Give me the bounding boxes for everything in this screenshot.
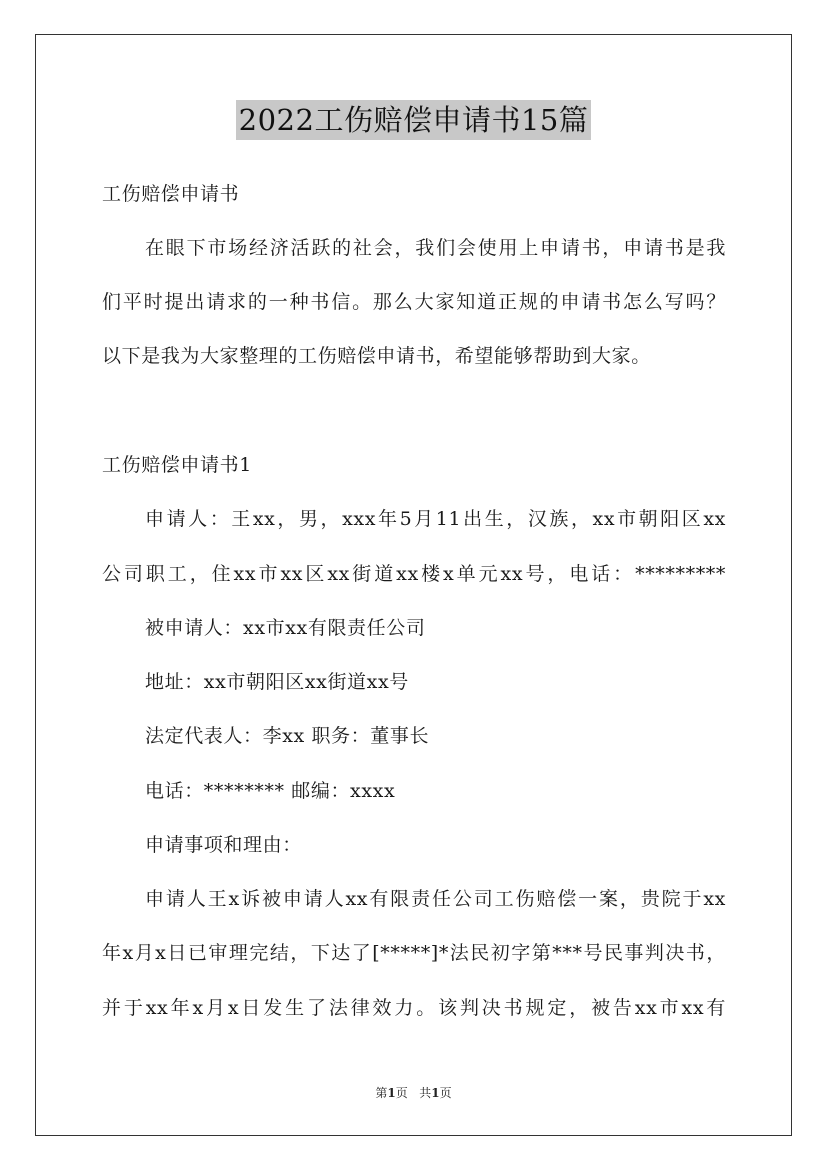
- paragraph-line: 公司职工，住xx市xx区xx街道xx楼x单元xx号，电话：*********: [102, 563, 726, 585]
- paragraph-line: 被申请人：xx市xx有限责任公司: [145, 617, 426, 639]
- paragraph-line: 地址：xx市朝阳区xx街道xx号: [145, 671, 409, 693]
- paragraph-line: 们平时提出请求的一种书信。那么大家知道正规的申请书怎么写吗？: [102, 291, 726, 313]
- title-container: [0, 100, 827, 140]
- document-title: 2022工伤赔偿申请书15篇: [236, 100, 592, 140]
- paragraph-line: 申请人王x诉被申请人xx有限责任公司工伤赔偿一案，贵院于xx: [145, 888, 726, 910]
- paragraph-line: 申请人：王xx，男，xxx年5月11出生，汉族，xx市朝阳区xx: [145, 508, 726, 530]
- paragraph-line: 申请事项和理由：: [145, 834, 302, 856]
- paragraph-line: 以下是我为大家整理的工伤赔偿申请书，希望能够帮助到大家。: [102, 345, 651, 367]
- section-heading: 工伤赔偿申请书1: [102, 454, 252, 476]
- page-suffix: 页: [395, 1086, 408, 1100]
- paragraph-line: 在眼下市场经济活跃的社会，我们会使用上申请书，申请书是我: [145, 237, 726, 259]
- page-footer: [0, 1085, 827, 1101]
- section-heading: 工伤赔偿申请书: [102, 183, 240, 205]
- paragraph-line: 法定代表人：李xx 职务：董事长: [145, 725, 430, 747]
- paragraph-line: 电话：******** 邮编：xxxx: [145, 780, 396, 802]
- total-suffix: 页: [439, 1086, 452, 1100]
- paragraph-line: 年x月x日已审理完结，下达了[*****]*法民初字第***号民事判决书，: [102, 942, 726, 964]
- paragraph-line: 并于xx年x月x日发生了法律效力。该判决书规定，被告xx市xx有: [102, 997, 726, 1019]
- page-prefix: 第: [375, 1086, 388, 1100]
- total-pages: 1: [431, 1086, 440, 1100]
- page-number: 1: [387, 1086, 396, 1100]
- total-prefix: 共: [419, 1086, 432, 1100]
